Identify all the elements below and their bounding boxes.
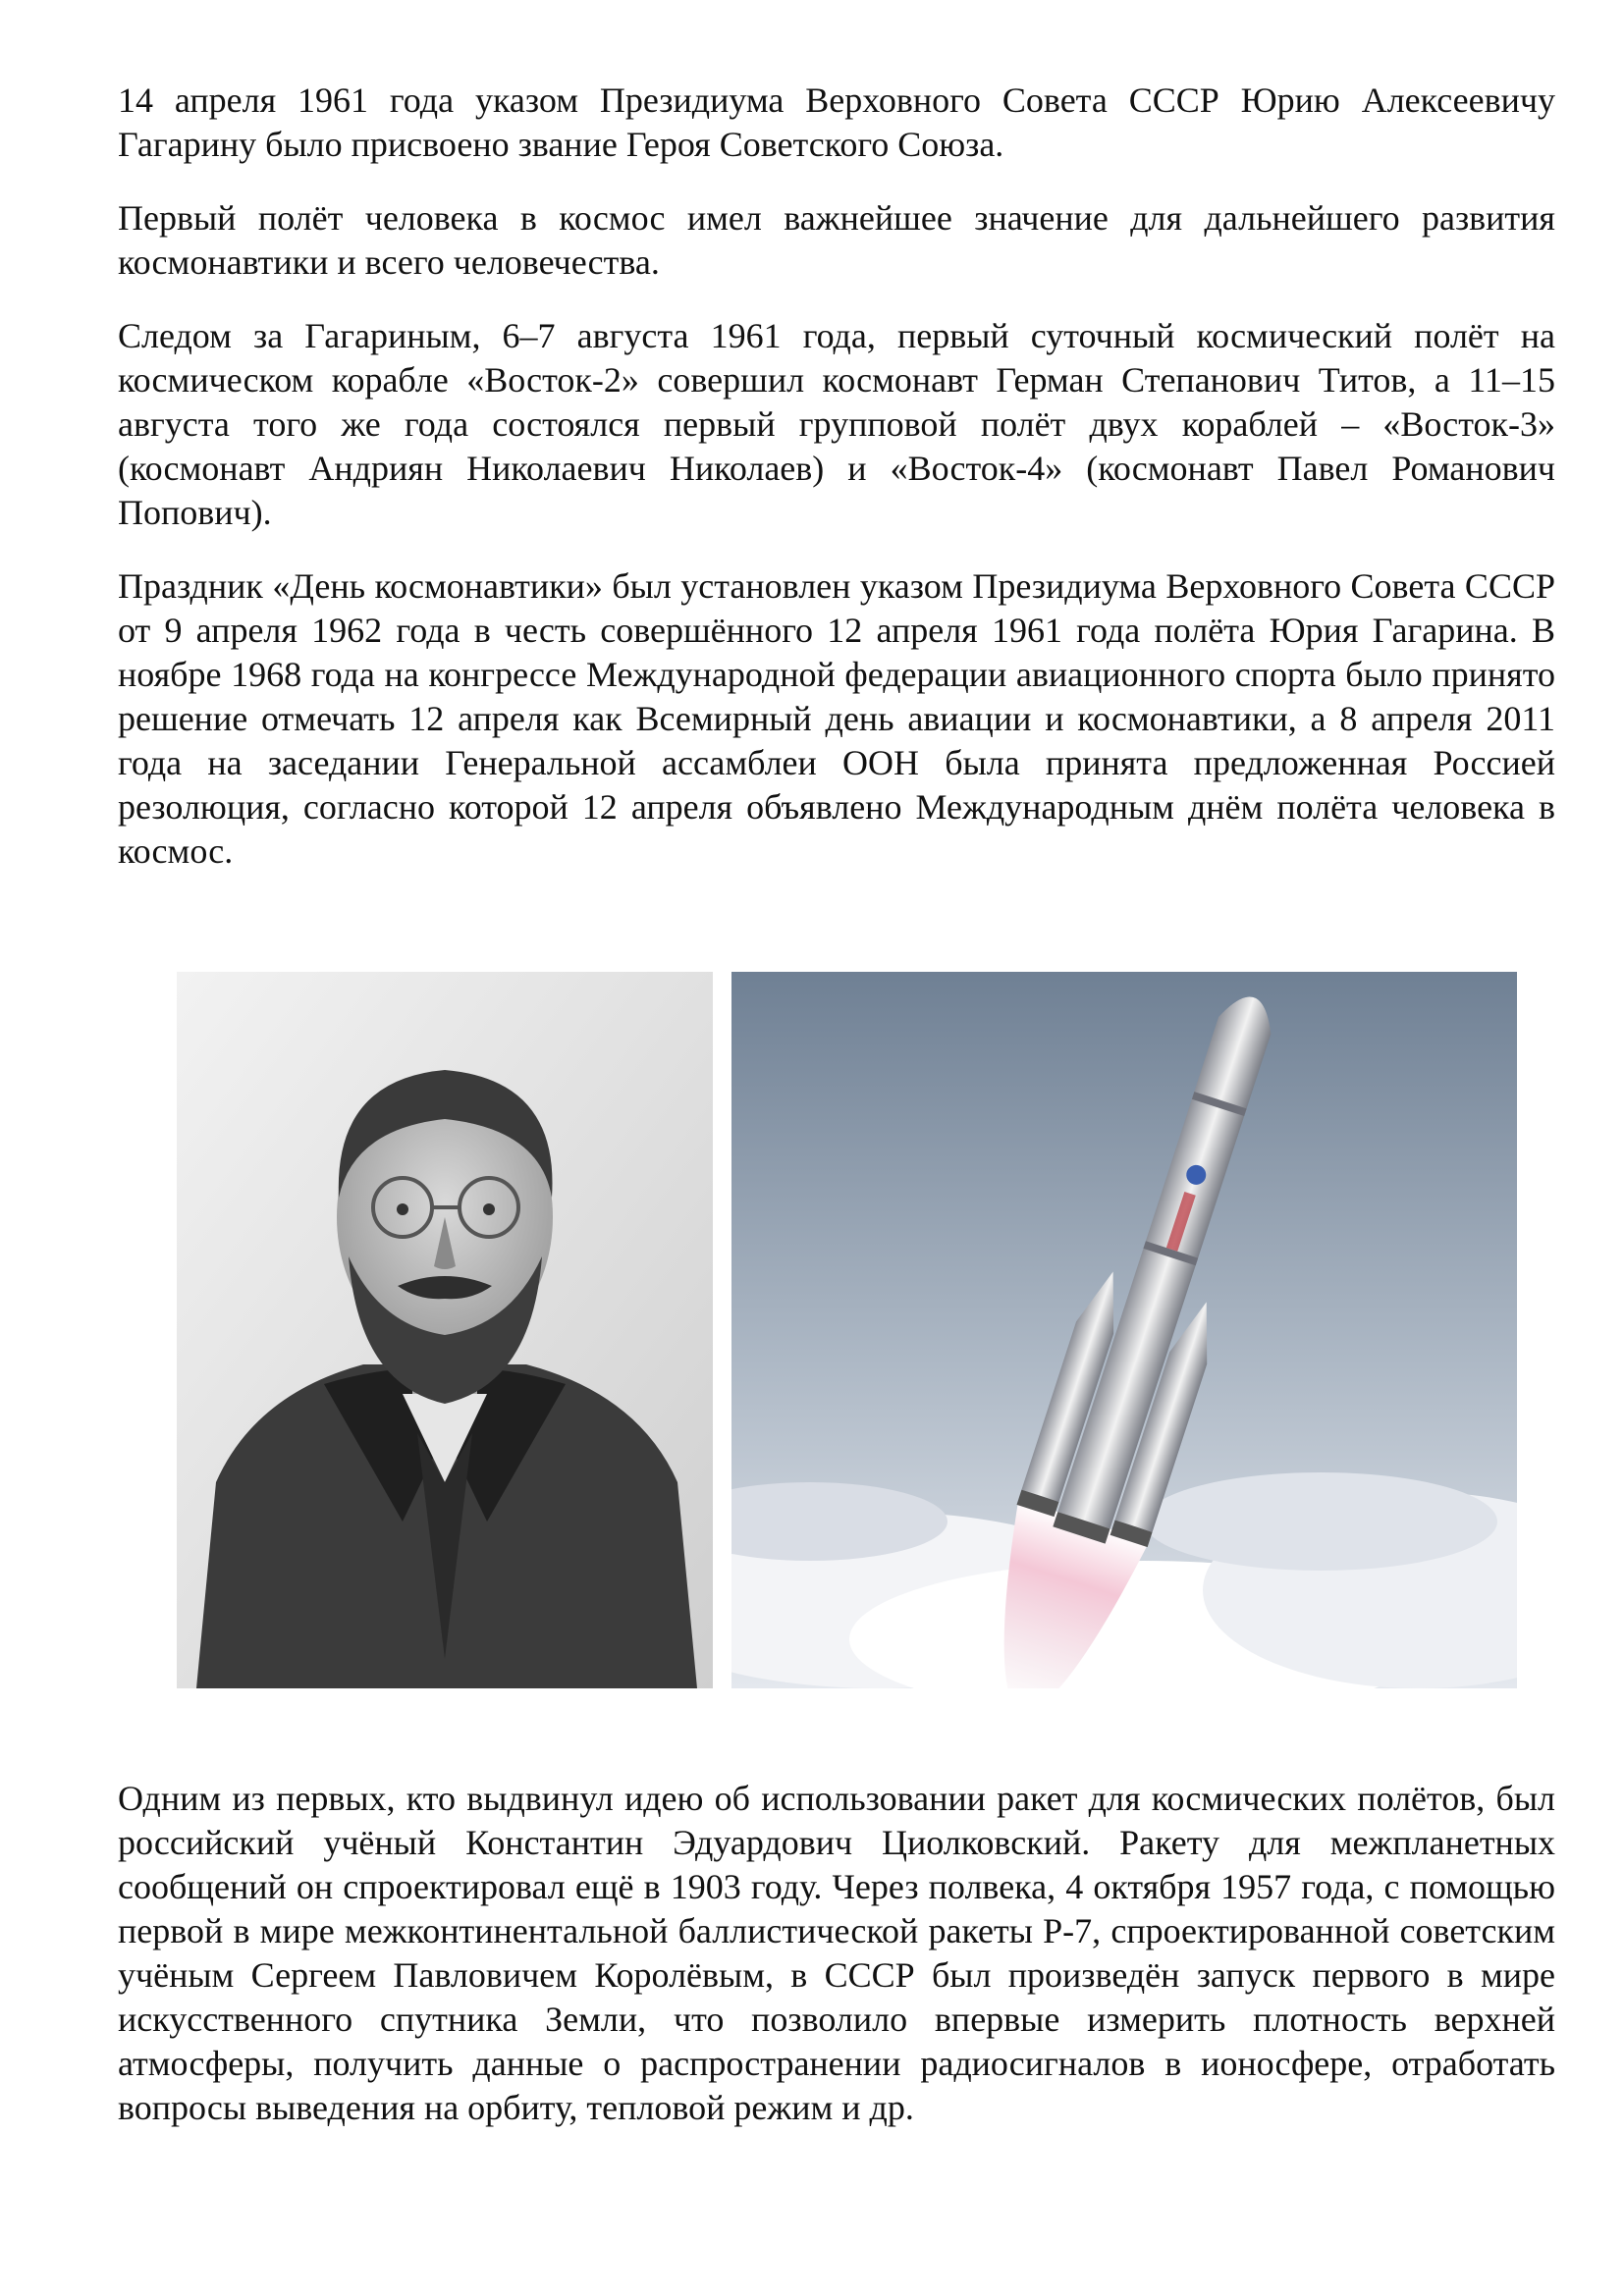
paragraph-vostok-flights: Следом за Гагариным, 6–7 августа 1961 года, первый суточный космический полёт на космическом корабле «Восток-2» совершил космонавт Герман Степанович Титов, а 11–15 августа того же года состоялся первый групповой полёт двух кораблей – «Восток-3» (космонавт Андриян Николаевич Николаев) и «Восток-4» (космонавт Павел Романович Попович). (118, 316, 1555, 532)
paragraph-gagarin-hero: 14 апреля 1961 года указом Президиума Верховного Совета СССР Юрию Алексеевичу Гагарину было присвоено звание Героя Советского Союза. (118, 80, 1555, 164)
rocket-photo (731, 972, 1517, 1688)
portrait-image (177, 972, 713, 1688)
portrait-photo (177, 972, 713, 1688)
paragraph-cosmonautics-day: Праздник «День космонавтики» был установлен указом Президиума Верховного Совета СССР от 9 апреля 1962 года в честь совершённого 12 апреля 1961 года полёта Юрия Гагарина. В ноябре 1968 года на конгрессе Международной федерации авиационного спорта было принято решение отмечать 12 апреля как Всемирный день авиации и космонавтики, а 8 апреля 2011 года на заседании Генеральной ассамблеи ООН была принята предложенная Россией резолюция, согласно которой 12 апреля объявлено Международным днём полёта человека в космос. (118, 566, 1555, 871)
rocket-image (731, 972, 1517, 1688)
paragraph-tsiolkovsky: Одним из первых, кто выдвинул идею об использовании ракет для космических полётов, был российский учёный Константин Эдуардович Циолковский. Ракету для межпланетных сообщений он спроектировал ещё в 1903 году. Через полвека, 4 октября 1957 года, с помощью первой в мире межконтинентальной баллистической ракеты Р-7, спроектированной советским учёным Сергеем Павловичем Королёвым, в СССР был произведён запуск первого в мире искусственного спутника Земли, что позволило впервые измерить плотность верхней атмосферы, получить данные о распространении радиосигналов в ионосфере, отработать вопросы выведения на орбиту, тепловой режим и др. (118, 1779, 1555, 2127)
paragraph-first-flight-importance: Первый полёт человека в космос имел важнейшее значение для дальнейшего развития космонавтики и всего человечества. (118, 198, 1555, 282)
